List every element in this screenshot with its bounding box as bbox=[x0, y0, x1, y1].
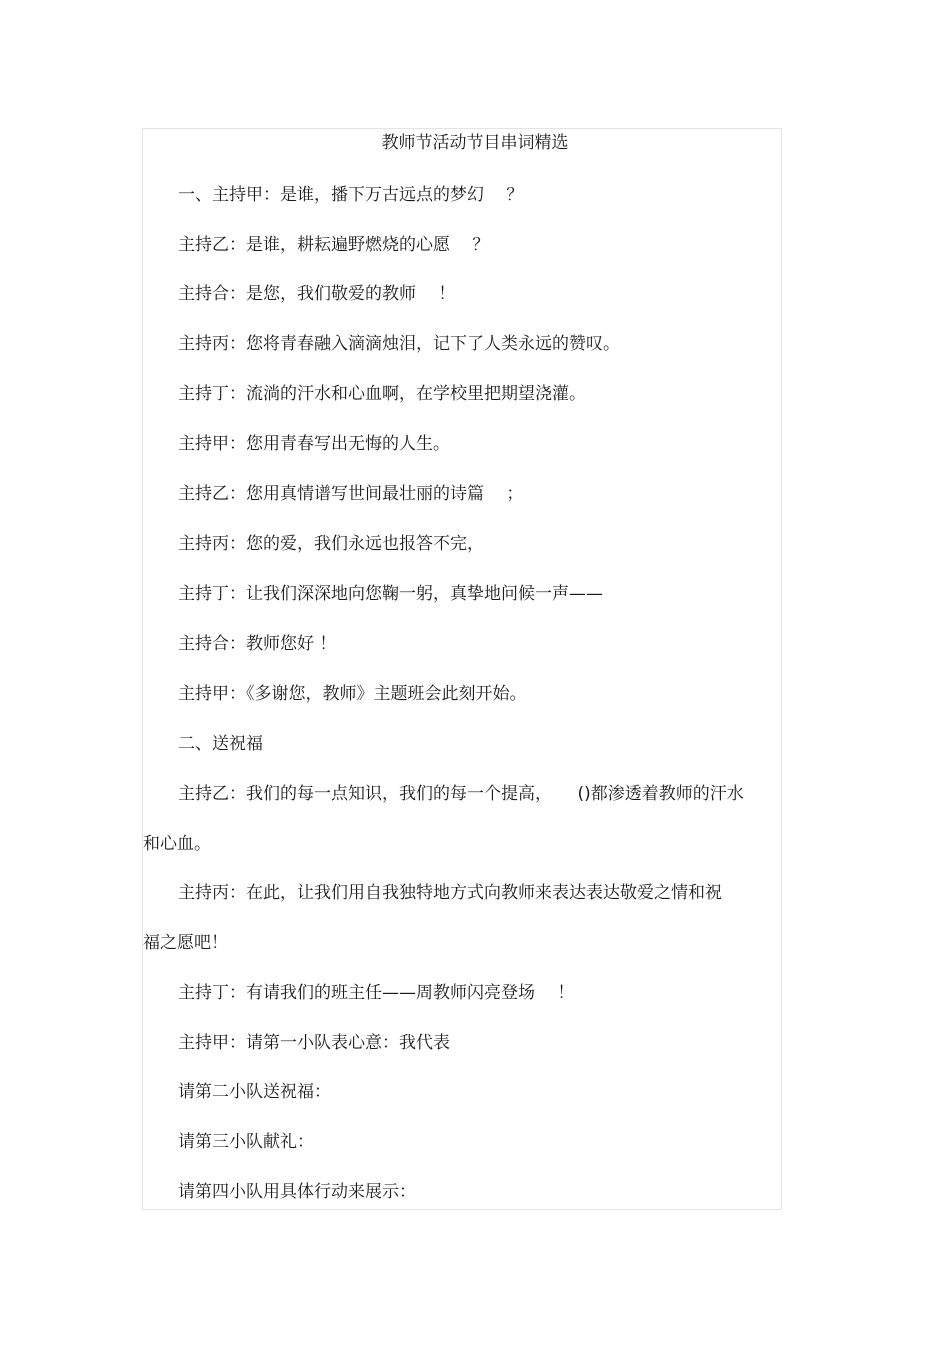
text-line: 主持丙：您的爱，我们永远也报答不完， bbox=[178, 534, 484, 554]
text-line: 主持甲：请第一小队表心意：我代表 bbox=[178, 1033, 450, 1053]
text-line: 请第三小队献礼： bbox=[178, 1132, 314, 1152]
text-line: 主持合：是您，我们敬爱的教师 ！ bbox=[178, 284, 456, 304]
document-title: 教师节活动节目串词精选 bbox=[381, 133, 569, 153]
text-line: 主持丙：在此，让我们用自我独特地方式向教师来表达表达敬爱之情和祝 bbox=[178, 883, 722, 903]
text-line: 主持乙：我们的每一点知识，我们的每一个提高， ()都渗透着教师的汗水 bbox=[178, 784, 744, 804]
text-line: 和心血。 bbox=[143, 834, 211, 854]
text-line: 主持丁：让我们深深地向您鞠一躬，真挚地问候一声—— bbox=[178, 584, 603, 604]
text-line: 主持甲：《多谢您，教师》主题班会此刻开始。 bbox=[178, 684, 527, 704]
text-line: 主持丙：您将青春融入滴滴烛泪，记下了人类永远的赞叹。 bbox=[178, 334, 620, 354]
text-line: 主持甲：您用青春写出无悔的人生。 bbox=[178, 434, 450, 454]
text-line: 福之愿吧！ bbox=[143, 933, 228, 953]
text-line: 主持乙：是谁，耕耘遍野燃烧的心愿 ？ bbox=[178, 235, 490, 255]
text-line: 请第二小队送祝福： bbox=[178, 1082, 331, 1102]
text-line: 请第四小队用具体行动来展示： bbox=[178, 1182, 416, 1202]
section-heading: 二、送祝福 bbox=[178, 734, 263, 754]
text-line: 主持乙：您用真情谱写世间最壮丽的诗篇 ； bbox=[178, 484, 524, 504]
text-line: 主持合：教师您好 ！ bbox=[178, 634, 337, 654]
text-line: 一、主持甲：是谁，播下万古远点的梦幻 ？ bbox=[178, 185, 524, 205]
text-line: 主持丁：有请我们的班主任——周教师闪亮登场 ！ bbox=[178, 983, 575, 1003]
text-line: 主持丁：流淌的汗水和心血啊，在学校里把期望浇灌。 bbox=[178, 384, 586, 404]
